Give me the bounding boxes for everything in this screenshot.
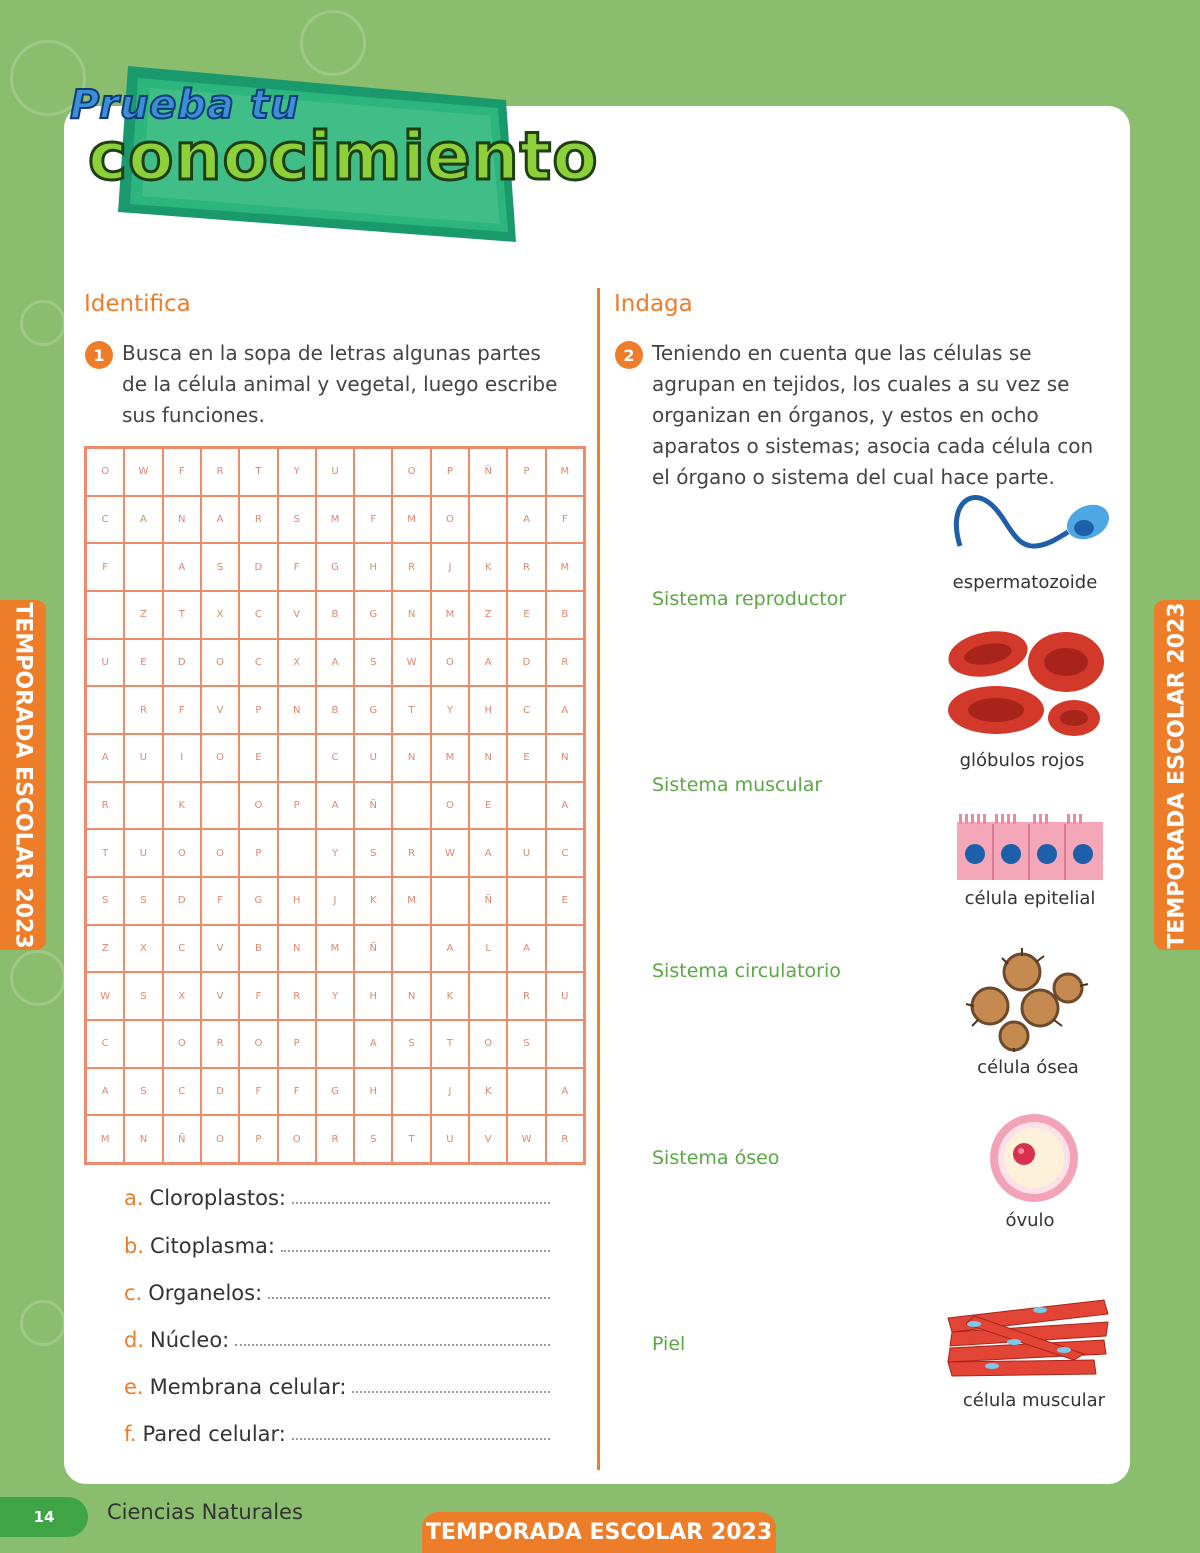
grid-cell[interactable]: O [201,1115,239,1163]
grid-cell[interactable]: C [546,829,584,877]
grid-cell[interactable] [507,782,545,830]
grid-cell[interactable]: T [431,1020,469,1068]
red-blood-cells-image[interactable] [944,626,1112,742]
grid-cell[interactable]: N [124,1115,162,1163]
grid-cell[interactable]: F [163,448,201,496]
background-doodle [10,950,66,1006]
grid-cell[interactable]: O [469,1020,507,1068]
title-line1: Prueba tu [70,82,300,128]
grid-cell[interactable]: O [239,1020,277,1068]
grid-cell[interactable]: R [201,448,239,496]
grid-cell[interactable]: E [507,591,545,639]
grid-cell[interactable]: E [507,734,545,782]
grid-cell[interactable]: T [239,448,277,496]
question-label: Cloroplastos: [149,1186,286,1210]
question-letter: e. [124,1375,144,1399]
word-search-grid [84,446,586,1165]
grid-cell[interactable]: F [239,1068,277,1116]
grid-cell[interactable]: V [469,1115,507,1163]
side-tab-right [1154,600,1200,950]
grid-cell[interactable]: O [163,829,201,877]
background-doodle [20,300,66,346]
grid-cell[interactable] [546,1020,584,1068]
grid-cell[interactable]: T [86,829,124,877]
grid-cell[interactable]: M [431,734,469,782]
grid-cell[interactable]: S [124,1068,162,1116]
grid-cell[interactable] [201,782,239,830]
section-title-indaga: Indaga [614,291,693,317]
grid-cell[interactable]: X [124,925,162,973]
side-tab-left [0,600,46,950]
grid-cell[interactable]: A [546,782,584,830]
grid-cell[interactable] [124,1020,162,1068]
grid-cell[interactable]: N [163,496,201,544]
grid-cell[interactable]: A [124,496,162,544]
grid-cell[interactable]: K [469,543,507,591]
grid-cell[interactable] [392,782,430,830]
grid-cell[interactable]: O [163,1020,201,1068]
grid-cell[interactable]: S [354,1115,392,1163]
grid-cell[interactable]: N [469,734,507,782]
grid-cell[interactable]: U [316,448,354,496]
grid-cell[interactable]: V [201,972,239,1020]
grid-cell[interactable]: V [201,686,239,734]
grid-cell[interactable]: Y [431,686,469,734]
grid-cell[interactable]: E [239,734,277,782]
grid-cell[interactable]: C [86,1020,124,1068]
grid-cell[interactable]: O [431,639,469,687]
grid-cell[interactable]: M [316,496,354,544]
grid-cell[interactable]: B [239,925,277,973]
grid-cell[interactable]: Ñ [354,925,392,973]
grid-cell[interactable]: Y [316,972,354,1020]
grid-cell[interactable] [354,448,392,496]
section-title-identifica: Identifica [84,291,191,317]
cell-caption: célula ósea [977,1057,1079,1078]
grid-cell[interactable]: B [546,591,584,639]
grid-cell[interactable]: A [431,925,469,973]
question-letter: b. [124,1234,145,1258]
background-doodle [20,1300,66,1346]
grid-cell[interactable]: A [86,1068,124,1116]
column-divider [597,288,600,1470]
grid-cell[interactable]: F [201,877,239,925]
grid-cell[interactable]: U [507,829,545,877]
grid-cell[interactable]: N [392,972,430,1020]
grid-cell[interactable]: I [163,734,201,782]
grid-cell[interactable]: S [86,877,124,925]
grid-cell[interactable]: O [392,448,430,496]
grid-cell[interactable]: J [431,1068,469,1116]
grid-cell[interactable]: P [278,782,316,830]
grid-cell[interactable]: R [278,972,316,1020]
grid-cell[interactable]: D [239,543,277,591]
grid-cell[interactable]: K [354,877,392,925]
grid-cell[interactable]: A [507,925,545,973]
system-label[interactable]: Sistema óseo [652,1147,780,1169]
grid-cell[interactable]: R [507,972,545,1020]
system-label[interactable]: Piel [652,1333,686,1355]
instruction-1: Busca en la sopa de letras algunas partes de la célula animal y vegetal, luego escribe sus funciones. [122,341,558,427]
grid-cell[interactable]: P [239,1115,277,1163]
grid-cell[interactable]: A [469,829,507,877]
grid-cell[interactable]: H [354,543,392,591]
question-row [124,1328,550,1352]
grid-cell[interactable]: T [392,1115,430,1163]
grid-cell[interactable]: C [239,639,277,687]
grid-cell[interactable] [316,1020,354,1068]
grid-cell[interactable]: Z [469,591,507,639]
page-number: 14 [0,1497,88,1537]
grid-cell[interactable]: Z [124,591,162,639]
grid-cell[interactable]: P [239,829,277,877]
grid-cell[interactable]: Ñ [469,448,507,496]
side-tab-right-text: TEMPORADA ESCOLAR 2023 [1164,601,1190,949]
grid-cell[interactable]: D [163,639,201,687]
grid-cell[interactable]: A [316,639,354,687]
grid-cell[interactable] [392,925,430,973]
grid-cell[interactable]: W [431,829,469,877]
grid-cell[interactable]: D [201,1068,239,1116]
bone-cell-image[interactable] [962,944,1096,1054]
grid-cell[interactable]: J [431,543,469,591]
question-label: Citoplasma: [150,1234,275,1258]
grid-cell[interactable]: B [316,686,354,734]
cell-caption: célula muscular [962,1390,1106,1411]
system-label[interactable]: Sistema reproductor [652,588,847,610]
grid-cell[interactable]: P [278,1020,316,1068]
grid-cell[interactable]: W [86,972,124,1020]
grid-cell[interactable]: O [431,782,469,830]
grid-cell[interactable]: N [278,686,316,734]
grid-cell[interactable] [86,591,124,639]
grid-cell[interactable]: U [124,734,162,782]
grid-cell[interactable] [278,734,316,782]
grid-cell[interactable]: V [201,925,239,973]
grid-cell[interactable]: F [86,543,124,591]
question-letter: d. [124,1328,145,1352]
cell-caption: espermatozoide [952,572,1098,593]
grid-cell[interactable]: F [278,543,316,591]
grid-cell[interactable]: N [546,734,584,782]
answer-line[interactable] [268,1297,550,1299]
grid-cell[interactable]: S [124,877,162,925]
grid-cell[interactable] [546,925,584,973]
muscle-cell-image[interactable] [944,1296,1112,1378]
grid-cell[interactable]: M [431,591,469,639]
grid-cell[interactable] [124,782,162,830]
grid-cell[interactable]: U [354,734,392,782]
grid-cell[interactable]: V [278,591,316,639]
grid-cell[interactable]: O [86,448,124,496]
answer-line[interactable] [292,1202,550,1204]
grid-cell[interactable]: P [507,448,545,496]
grid-cell[interactable] [278,829,316,877]
grid-cell[interactable]: O [431,496,469,544]
grid-cell[interactable]: A [86,734,124,782]
grid-cell[interactable]: F [239,972,277,1020]
grid-cell[interactable]: T [163,591,201,639]
grid-cell[interactable]: A [354,1020,392,1068]
question-letter: f. [124,1422,137,1446]
grid-cell[interactable]: Ñ [163,1115,201,1163]
subject-name: Ciencias Naturales [107,1500,303,1524]
grid-cell[interactable]: Ñ [354,782,392,830]
grid-cell[interactable]: H [354,972,392,1020]
grid-cell[interactable]: X [163,972,201,1020]
grid-cell[interactable]: J [316,877,354,925]
question-row [124,1422,550,1446]
grid-cell[interactable]: A [163,543,201,591]
grid-cell[interactable]: R [546,1115,584,1163]
grid-cell[interactable]: D [507,639,545,687]
grid-cell[interactable]: A [546,1068,584,1116]
title-line2: conocimiento [88,118,599,195]
grid-cell[interactable]: E [124,639,162,687]
grid-cell[interactable]: E [469,782,507,830]
grid-cell[interactable]: S [354,639,392,687]
grid-cell[interactable]: A [469,639,507,687]
grid-cell[interactable]: H [469,686,507,734]
grid-cell[interactable]: M [86,1115,124,1163]
grid-cell[interactable]: O [201,734,239,782]
answer-line[interactable] [235,1344,550,1346]
grid-cell[interactable] [86,686,124,734]
grid-cell[interactable]: U [86,639,124,687]
grid-cell[interactable]: G [316,543,354,591]
grid-cell[interactable]: U [124,829,162,877]
cell-caption: glóbulos rojos [959,750,1085,771]
grid-cell[interactable]: U [431,1115,469,1163]
grid-cell[interactable]: G [239,877,277,925]
grid-cell[interactable]: G [354,591,392,639]
grid-cell[interactable]: Y [316,829,354,877]
grid-cell[interactable]: F [163,686,201,734]
grid-cell[interactable]: H [354,1068,392,1116]
activity-number-1: 1 [85,341,113,369]
question-letter: c. [124,1281,143,1305]
epithelial-cell-image[interactable] [955,812,1105,882]
side-tab-left-text: TEMPORADA ESCOLAR 2023 [10,601,36,949]
grid-cell[interactable]: G [354,686,392,734]
grid-cell[interactable] [392,1068,430,1116]
grid-cell[interactable]: S [201,543,239,591]
grid-cell[interactable]: K [163,782,201,830]
grid-cell[interactable]: S [354,829,392,877]
ovum-image[interactable] [984,1112,1084,1204]
cell-caption: célula epitelial [964,888,1096,909]
question-letter: a. [124,1186,144,1210]
grid-cell[interactable]: C [163,925,201,973]
grid-cell[interactable]: A [201,496,239,544]
grid-cell[interactable]: R [239,496,277,544]
answer-line[interactable] [352,1391,550,1393]
grid-cell[interactable]: F [278,1068,316,1116]
grid-cell[interactable]: L [469,925,507,973]
grid-cell[interactable]: O [278,1115,316,1163]
instruction-2: Teniendo en cuenta que las células se agrupan en tejidos, los cuales a su vez se organizan en órganos, y estos en ocho aparatos o sistemas; asocia cada célula con el órgano o sistema del cual hace parte. [652,341,1094,489]
grid-cell[interactable]: M [546,543,584,591]
question-label: Núcleo: [150,1328,230,1352]
grid-cell[interactable] [124,543,162,591]
grid-cell[interactable]: R [507,543,545,591]
grid-cell[interactable]: H [278,877,316,925]
grid-cell[interactable]: A [546,686,584,734]
grid-cell[interactable]: O [201,639,239,687]
answer-line[interactable] [292,1438,550,1440]
grid-cell[interactable] [469,972,507,1020]
grid-cell[interactable]: X [278,639,316,687]
grid-cell[interactable]: P [239,686,277,734]
question-label: Organelos: [148,1281,263,1305]
grid-cell[interactable]: Z [86,925,124,973]
grid-cell[interactable]: O [201,829,239,877]
question-label: Pared celular: [142,1422,286,1446]
grid-cell[interactable]: K [431,972,469,1020]
grid-cell[interactable]: E [546,877,584,925]
footer-badge: TEMPORADA ESCOLAR 2023 [422,1512,776,1553]
grid-cell[interactable]: R [124,686,162,734]
grid-cell[interactable]: S [392,1020,430,1068]
grid-cell[interactable]: M [316,925,354,973]
question-row [124,1375,550,1399]
grid-cell[interactable]: D [163,877,201,925]
grid-cell[interactable]: A [507,496,545,544]
question-row [124,1281,550,1305]
grid-cell[interactable] [507,877,545,925]
grid-cell[interactable]: S [124,972,162,1020]
question-row [124,1186,550,1210]
grid-cell[interactable]: C [316,734,354,782]
grid-cell[interactable]: P [431,448,469,496]
system-label[interactable]: Sistema muscular [652,774,823,796]
grid-cell[interactable]: N [392,734,430,782]
grid-cell[interactable]: C [86,496,124,544]
answer-line[interactable] [281,1250,550,1252]
grid-cell[interactable]: C [239,591,277,639]
grid-cell[interactable]: K [469,1068,507,1116]
grid-cell[interactable]: F [546,496,584,544]
grid-cell[interactable]: W [507,1115,545,1163]
question-label: Membrana celular: [149,1375,347,1399]
cell-caption: óvulo [1005,1210,1055,1231]
grid-cell[interactable]: M [392,496,430,544]
grid-cell[interactable]: B [316,591,354,639]
grid-cell[interactable]: R [392,829,430,877]
grid-cell[interactable]: R [201,1020,239,1068]
grid-cell[interactable]: R [546,639,584,687]
grid-cell[interactable]: W [124,448,162,496]
grid-cell[interactable]: S [278,496,316,544]
question-row [124,1234,550,1258]
grid-cell[interactable]: M [546,448,584,496]
grid-cell[interactable] [469,496,507,544]
grid-cell[interactable]: C [163,1068,201,1116]
grid-cell[interactable]: O [239,782,277,830]
grid-cell[interactable]: G [316,1068,354,1116]
grid-cell[interactable]: T [392,686,430,734]
grid-cell[interactable]: A [316,782,354,830]
grid-cell[interactable]: N [392,591,430,639]
grid-cell[interactable]: Ñ [469,877,507,925]
grid-cell[interactable]: X [201,591,239,639]
grid-cell[interactable] [507,1068,545,1116]
grid-cell[interactable]: U [546,972,584,1020]
grid-cell[interactable]: M [392,877,430,925]
system-label[interactable]: Sistema circulatorio [652,960,841,982]
grid-cell[interactable]: F [354,496,392,544]
grid-cell[interactable] [431,877,469,925]
grid-cell[interactable]: Y [278,448,316,496]
grid-cell[interactable]: R [392,543,430,591]
sperm-cell-image[interactable] [948,488,1112,568]
grid-cell[interactable]: C [507,686,545,734]
grid-cell[interactable]: S [507,1020,545,1068]
grid-cell[interactable]: R [316,1115,354,1163]
grid-cell[interactable]: N [278,925,316,973]
activity-number-2: 2 [615,341,643,369]
grid-cell[interactable]: W [392,639,430,687]
grid-cell[interactable]: R [86,782,124,830]
